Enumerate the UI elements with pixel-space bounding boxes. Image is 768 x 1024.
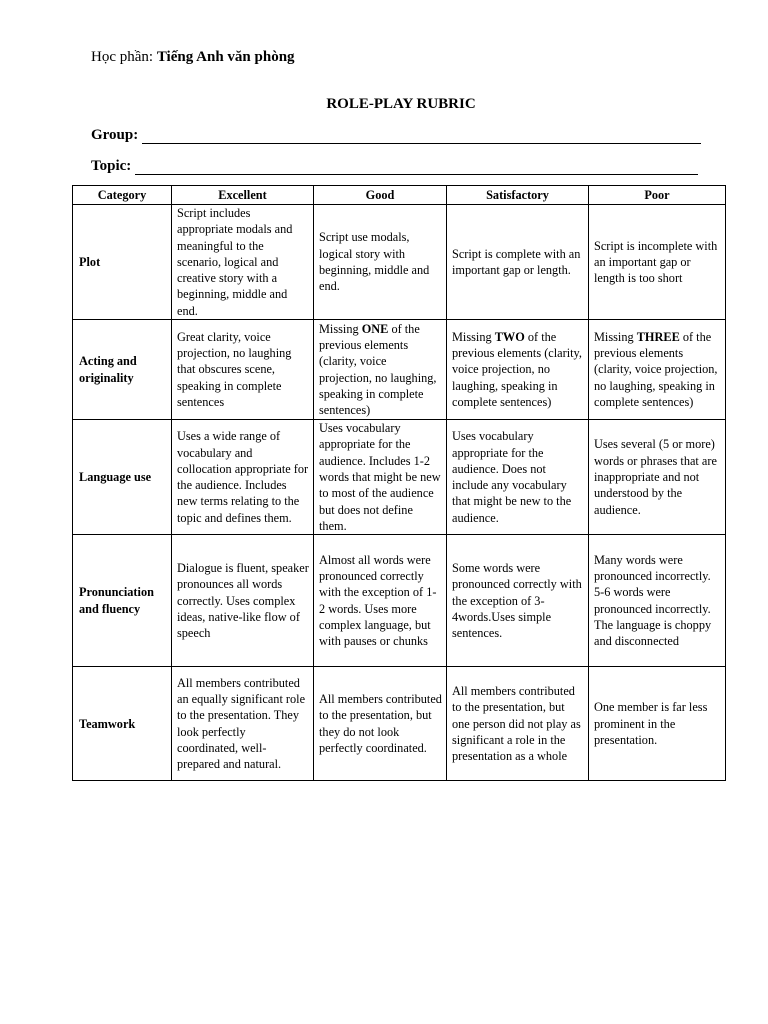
category-cell: Teamwork bbox=[73, 667, 172, 781]
satisfactory-cell: All members contributed to the presentation, but one person did not play as significant a role in the presentation as a whole bbox=[447, 667, 589, 781]
course-line bbox=[91, 48, 295, 66]
table-row-language bbox=[73, 420, 726, 535]
good-text-bold: ONE bbox=[361, 321, 389, 336]
satisfactory-cell: Some words were pronounced correctly with the exception of 3-4words.Uses simple sentences. bbox=[447, 535, 589, 667]
satisfactory-cell: Script is complete with an important gap or length. bbox=[447, 205, 589, 320]
course-label: Học phần: bbox=[91, 49, 154, 65]
group-field bbox=[91, 126, 701, 144]
topic-blank-line[interactable] bbox=[135, 160, 698, 175]
good-cell: Almost all words were pronounced correctly with the exception of 1-2 words. Uses more complex language, but with pauses or chunks bbox=[314, 535, 447, 667]
excellent-cell: Dialogue is fluent, speaker pronounces all words correctly. Uses complex ideas, native-like flow of speech bbox=[172, 535, 314, 667]
good-cell bbox=[314, 320, 447, 420]
poor-text-post: of the previous elements (clarity, voice projection, no laughing, speaking in complete sentences) bbox=[594, 329, 718, 410]
table-row-pronunciation bbox=[73, 535, 726, 667]
poor-cell: Uses several (5 or more) words or phrases that are inappropriate and not understood by the audience. bbox=[589, 420, 726, 535]
rubric-table bbox=[72, 185, 726, 781]
category-cell: Acting and originality bbox=[73, 320, 172, 420]
excellent-cell: Great clarity, voice projection, no laughing that obscures scene, speaking in complete sentences bbox=[172, 320, 314, 420]
good-text-pre: Missing bbox=[319, 321, 362, 336]
poor-text-pre: Missing bbox=[594, 329, 637, 344]
poor-cell bbox=[589, 320, 726, 420]
column-header-good: Good bbox=[314, 186, 447, 205]
excellent-cell: Uses a wide range of vocabulary and collocation appropriate for the audience. Includes new terms relating to the topic and defines them. bbox=[172, 420, 314, 535]
column-header-category: Category bbox=[73, 186, 172, 205]
poor-cell: Script is incomplete with an important gap or length is too short bbox=[589, 205, 726, 320]
good-cell: Uses vocabulary appropriate for the audience. Includes 1-2 words that might be new to most of the audience but does not define them. bbox=[314, 420, 447, 535]
category-cell: Pronunciation and fluency bbox=[73, 535, 172, 667]
table-row-plot bbox=[73, 205, 726, 320]
excellent-cell: All members contributed an equally significant role to the presentation. They look perfectly coordinated, well-prepared and natural. bbox=[172, 667, 314, 781]
good-text-post: of the previous elements (clarity, voice projection, no laughing, speaking in complete sentences) bbox=[319, 321, 437, 418]
topic-label: Topic: bbox=[91, 158, 132, 174]
table-row-teamwork bbox=[73, 667, 726, 781]
poor-cell: One member is far less prominent in the presentation. bbox=[589, 667, 726, 781]
satisfactory-text-post: of the previous elements (clarity, voice projection, no laughing, speaking in complete sentences) bbox=[452, 329, 582, 410]
satisfactory-cell bbox=[447, 320, 589, 420]
poor-text-bold: THREE bbox=[636, 329, 680, 344]
poor-cell: Many words were pronounced incorrectly. 5-6 words were pronounced incorrectly. The language is choppy and disconnected bbox=[589, 535, 726, 667]
column-header-satisfactory: Satisfactory bbox=[447, 186, 589, 205]
satisfactory-text-bold: TWO bbox=[494, 329, 525, 344]
group-blank-line[interactable] bbox=[142, 129, 701, 144]
good-cell: All members contributed to the presentation, but they do not look perfectly coordinated. bbox=[314, 667, 447, 781]
good-cell: Script use modals, logical story with beginning, middle and end. bbox=[314, 205, 447, 320]
course-name: Tiếng Anh văn phòng bbox=[156, 49, 295, 65]
column-header-poor: Poor bbox=[589, 186, 726, 205]
satisfactory-cell: Uses vocabulary appropriate for the audience. Does not include any vocabulary that might be new to the audience. bbox=[447, 420, 589, 535]
category-cell: Language use bbox=[73, 420, 172, 535]
category-cell: Plot bbox=[73, 205, 172, 320]
table-header-row bbox=[73, 186, 726, 205]
document-title: ROLE-PLAY RUBRIC bbox=[326, 96, 476, 112]
excellent-cell: Script includes appropriate modals and meaningful to the scenario, logical and creative story with a beginning, middle and end. bbox=[172, 205, 314, 320]
column-header-excellent: Excellent bbox=[172, 186, 314, 205]
table-row-acting bbox=[73, 320, 726, 420]
satisfactory-text-pre: Missing bbox=[452, 329, 495, 344]
group-label: Group: bbox=[91, 127, 139, 143]
topic-field bbox=[91, 157, 698, 175]
